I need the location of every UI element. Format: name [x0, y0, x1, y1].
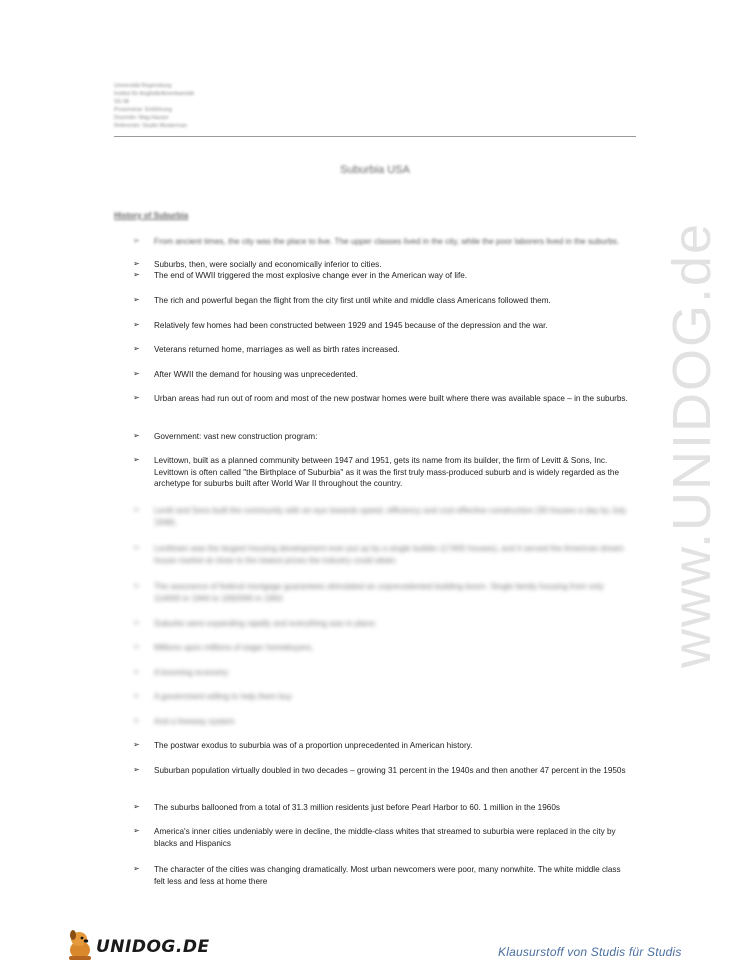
arrow-bullet-icon: ➢	[133, 236, 140, 245]
arrow-bullet-icon: ➢	[133, 369, 140, 378]
list-item-text: Relatively few homes had been constructed between 1929 and 1945 because of the depression and the war.	[154, 321, 548, 330]
arrow-bullet-icon: ➢	[133, 802, 140, 811]
list-item-text: Levittown was the largest housing development ever put up by a single builder (17400 houses), and it served the American dream house market at close to the lowest prices the industry could attain.	[154, 544, 624, 565]
arrow-bullet-icon: ➢	[133, 543, 140, 552]
arrow-bullet-icon: ➢	[133, 270, 140, 279]
arrow-bullet-icon: ➢	[133, 455, 140, 464]
list-item-text: America's inner cities undeniably were in decline, the middle-class whites that streamed to suburbia were replaced in the city by blacks and Hispanics	[154, 827, 616, 848]
header-line: SS 08	[114, 99, 129, 105]
list-item-text: From ancient times, the city was the place to live. The upper classes lived in the city, while the poor laborers lived in the suburbs.	[154, 237, 620, 246]
arrow-bullet-icon: ➢	[133, 581, 140, 590]
header-line: Dozentin: Mag.Hauser	[114, 115, 169, 121]
list-item-text: Suburbs, then, were socially and economically inferior to cities.	[154, 260, 382, 269]
header-line: Proseminar: Einführung	[114, 107, 172, 113]
list-item-text: Suburban population virtually doubled in two decades – growing 31 percent in the 1940s and then another 47 percent in the 1950s	[154, 766, 626, 775]
arrow-bullet-icon: ➢	[133, 259, 140, 268]
list-item-text: After WWII the demand for housing was unprecedented.	[154, 370, 358, 379]
arrow-bullet-icon: ➢	[133, 344, 140, 353]
header-line: Referentin: Studie Musterman	[114, 123, 188, 129]
arrow-bullet-icon: ➢	[133, 716, 140, 725]
list-item-text: A government willing to help them buy	[154, 692, 292, 701]
arrow-bullet-icon: ➢	[133, 431, 140, 440]
list-item-text: The rich and powerful began the flight from the city first until white and middle class Americans followed them.	[154, 296, 551, 305]
logo-text: UNIDOG.DE	[96, 937, 210, 957]
arrow-bullet-icon: ➢	[133, 642, 140, 651]
footer-tagline: Klausurstoff von Studis für Studis	[498, 945, 682, 959]
section-heading: History of Suburbia	[114, 211, 189, 220]
list-item-text: And a freeway system	[154, 717, 235, 726]
list-item-text: A booming economy	[154, 668, 229, 677]
header-divider	[114, 136, 636, 137]
list-item-text: The end of WWII triggered the most explosive change ever in the American way of life.	[154, 271, 468, 280]
document-title: Suburbia USA	[340, 164, 410, 176]
list-item-text: The assurance of federal mortgage guarantees stimulated an unprecedented building boom. Single family housing from only 114000 in 1944 to 1692000 in 1950.	[154, 582, 604, 603]
list-item-text: The character of the cities was changing dramatically. Most urban newcomers were poor, many nonwhite. The white middle class felt less and less at home there	[154, 865, 621, 886]
list-item-text: Suburbs were expanding rapidly and everything was in place:	[154, 619, 377, 628]
dog-mascot-icon	[66, 928, 98, 962]
list-item-text: Urban areas had run out of room and most of the new postwar homes were built where there was available space – in the suburbs.	[154, 394, 628, 403]
document-header	[114, 82, 634, 130]
header-line: Institut für Anglistik/Amerikanistik	[114, 91, 195, 97]
list-item-text: The suburbs ballooned from a total of 31.3 million residents just before Pearl Harbor to 60. 1 million in the 1960s	[154, 803, 560, 812]
arrow-bullet-icon: ➢	[133, 826, 140, 835]
arrow-bullet-icon: ➢	[133, 864, 140, 873]
arrow-bullet-icon: ➢	[133, 320, 140, 329]
list-item-text: Veterans returned home, marriages as well as birth rates increased.	[154, 345, 400, 354]
list-item-text: The postwar exodus to suburbia was of a proportion unprecedented in American history.	[154, 741, 473, 750]
arrow-bullet-icon: ➢	[133, 765, 140, 774]
arrow-bullet-icon: ➢	[133, 618, 140, 627]
list-item-text: Levitt and Sons built the community with an eye towards speed, efficiency and cost effective construction (30 houses a day by July 1948).	[154, 506, 627, 527]
arrow-bullet-icon: ➢	[133, 505, 140, 514]
header-line: Universität Regensburg	[114, 83, 172, 89]
arrow-bullet-icon: ➢	[133, 667, 140, 676]
list-item-text: Levittown, built as a planned community between 1947 and 1951, gets its name from its builder, the firm of Levitt & Sons, Inc. Levittown is often called "the Birthplace of Suburbia" as it was the first truly mass-produced suburb and is widely regarded as the archetype for suburbs built after World War II throughout the country.	[154, 456, 620, 488]
arrow-bullet-icon: ➢	[133, 740, 140, 749]
arrow-bullet-icon: ➢	[133, 295, 140, 304]
arrow-bullet-icon: ➢	[133, 691, 140, 700]
list-item-text: Millions upon millions of eager homebuyers,	[154, 643, 314, 652]
arrow-bullet-icon: ➢	[133, 393, 140, 402]
unidog-logo[interactable]	[66, 928, 210, 964]
watermark-text: www.UNIDOG.de	[662, 221, 722, 669]
list-item-text: Government: vast new construction program:	[154, 432, 318, 441]
